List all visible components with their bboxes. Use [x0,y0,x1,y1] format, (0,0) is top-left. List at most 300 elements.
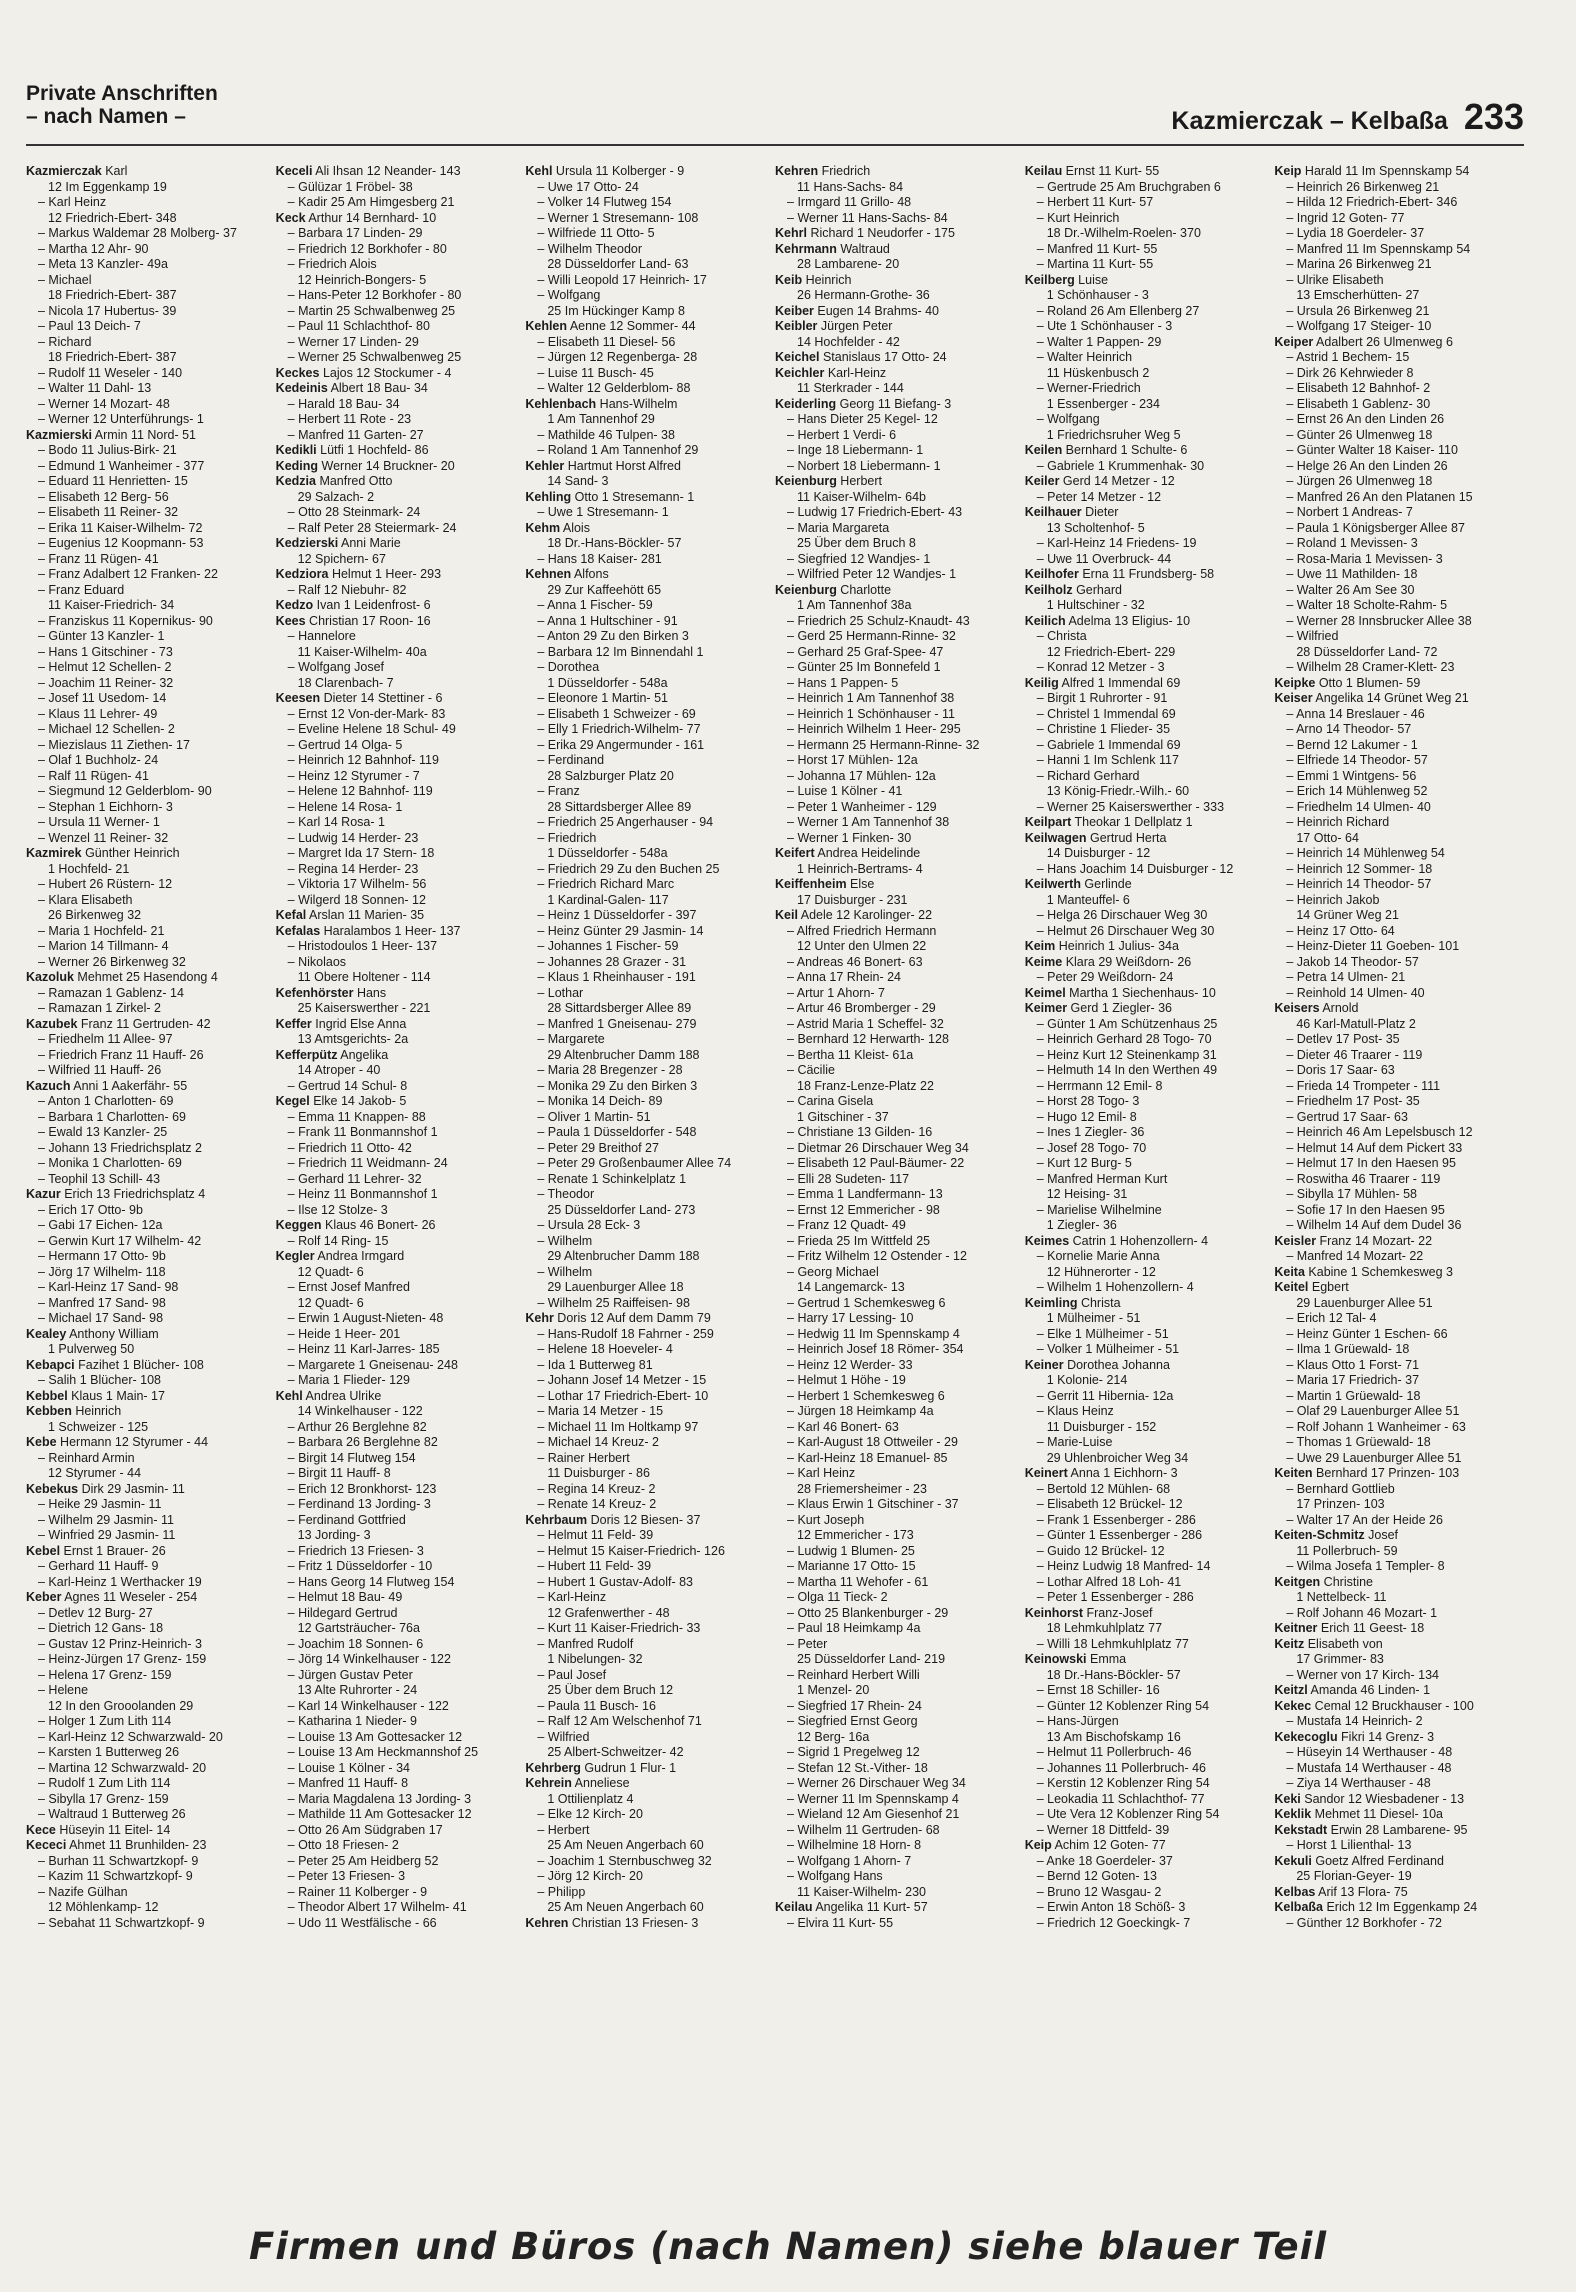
directory-entry: – Ida 1 Butterweg 81 [537,1357,653,1372]
directory-entry-head [276,1094,520,1110]
directory-entry: – Ute 1 Schönhauser - 3 [1036,319,1173,333]
directory-entry: – Elke 12 Kirch- 20 [537,1807,643,1821]
directory-entry: – Fritz 1 Düsseldorfer - 10 [287,1559,433,1573]
directory-entry-head [276,691,520,707]
directory-entry: – Rainer Herbert [537,1450,630,1465]
directory-entry: – Helene 14 Rosa- 1 [287,799,403,814]
directory-entry: – Ursula 11 Werner- 1 [38,815,160,829]
directory-entry: – Werner 11 Im Spennskamp 4 [787,1791,959,1806]
surname: Keisler [1274,1233,1317,1248]
directory-column [276,164,526,2204]
directory-entry: – Heinrich Gerhard 28 Togo- 70 [1036,1032,1212,1046]
directory-entry: – Johannes 28 Grazer - 31 [537,954,687,969]
directory-entry: – Ines 1 Ziegler- 36 [1036,1125,1145,1139]
directory-entry: – Manfred 11 Hauff- 8 [287,1776,409,1790]
directory-entry: – Gertrud 14 Olga- 5 [287,737,403,752]
directory-entry-address: 1 Kardinal-Galen- 117 [547,892,669,907]
directory-entry: – Ernst 26 An den Linden 26 [1286,412,1445,426]
entry-details: Anthony William [66,1326,159,1341]
directory-entry: – Eveline Helene 18 Schul- 49 [287,722,456,736]
directory-entry: – Werner-Friedrich [1036,381,1141,395]
directory-entry: – Dirk 26 Kehrwieder 8 [1286,365,1414,380]
directory-entry-head [525,164,769,180]
directory-entry: – Kurt Joseph [787,1512,865,1527]
directory-entry: – Wilhelm 11 Gertruden- 68 [787,1822,940,1837]
directory-entry-head [1025,1296,1269,1312]
surname: Kazmierski [26,427,93,442]
directory-entry: – Martha 11 Wehofer - 61 [787,1574,929,1589]
directory-entry: – Louise 13 Am Gottesacker 12 [287,1729,463,1744]
directory-entry: – Rolf 14 Ring- 15 [287,1233,389,1248]
directory-entry: – Anna 17 Rhein- 24 [787,970,901,984]
surname: Kedziora [275,567,329,581]
directory-entry-address: 28 Friemersheimer - 23 [797,1481,927,1496]
directory-entry-head [26,428,270,444]
directory-entry: – Johann Josef 14 Metzer - 15 [537,1373,707,1387]
directory-entry-address: 25 Am Neuen Angerbach 60 [547,1900,704,1914]
directory-entry: – Gabriele 1 Immendal 69 [1036,737,1181,752]
surname: Kekstadt [1274,1822,1328,1837]
directory-entry: – Manfred 1 Gneisenau- 279 [537,1016,697,1031]
directory-entry: – Rosa-Maria 1 Mevissen- 3 [1286,551,1443,566]
directory-entry: – Ulrike Elisabeth [1286,272,1384,287]
directory-entry-head [276,381,520,397]
entry-details: Waltraud [836,241,890,256]
directory-entry-head [26,1404,270,1420]
directory-entry: – Wilma Josefa 1 Templer- 8 [1286,1559,1445,1573]
directory-columns [26,164,1524,2204]
surname: Kehrmann [775,241,837,256]
directory-entry: – Helmut 11 Pollerbruch- 46 [1036,1745,1192,1759]
directory-entry: – Louise 13 Am Heckmannshof 25 [287,1745,479,1759]
directory-entry: – Gabriele 1 Krummenhak- 30 [1036,458,1205,473]
surname: Kegel [275,1094,310,1108]
directory-entry: – Nazife Gülhan [38,1884,128,1899]
directory-entry: – Werner 17 Linden- 29 [287,334,419,349]
directory-entry-address: 18 Dr.-Hans-Böckler- 57 [1046,1667,1181,1682]
entry-details: Dieter 14 Stettiner - 6 [320,691,443,705]
directory-entry: – Heinrich Richard [1286,815,1390,829]
directory-entry: – Bernd 12 Lakumer - 1 [1286,737,1418,752]
directory-entry: – Ingrid 12 Goten- 77 [1286,210,1405,225]
directory-entry-address: 18 Friedrich-Ebert- 387 [48,288,177,302]
directory-entry-head [1274,1699,1518,1715]
entry-details: Alois [560,520,590,535]
directory-entry: – Ramazan 1 Zirkel- 2 [38,1001,161,1015]
surname: Kekuli [1274,1853,1312,1868]
directory-entry: – Dorothea [537,660,600,674]
directory-entry-address: 11 Obere Holtener - 114 [297,970,431,984]
directory-entry-head [775,226,1019,242]
directory-entry: – Luise 1 Kölner - 41 [787,784,903,798]
directory-entry-address: 14 Winkelhauser - 122 [297,1404,423,1418]
directory-entry: – Heinz-Jürgen 17 Grenz- 159 [38,1652,207,1666]
directory-entry: – Hans 1 Gitschiner - 73 [38,644,173,659]
directory-entry-head [1274,1528,1518,1544]
directory-entry: – Heinz Ludwig 18 Manfred- 14 [1036,1559,1211,1573]
directory-entry-address: 29 Uhlenbroicher Weg 34 [1046,1450,1189,1465]
directory-entry-head [1274,676,1518,692]
directory-entry: – Herrmann 12 Emil- 8 [1036,1078,1163,1093]
entry-details: Helmut 1 Heer- 293 [328,567,442,581]
directory-entry-head [276,474,520,490]
directory-entry: – Eduard 11 Henrietten- 15 [38,474,188,488]
directory-entry-address: 18 Clarenbach- 7 [297,675,394,690]
directory-entry: – Konrad 12 Metzer - 3 [1036,660,1165,674]
directory-entry: – Maria 1 Flieder- 129 [287,1373,410,1387]
directory-entry: – Barbara 1 Charlotten- 69 [38,1109,187,1124]
entry-details: Ali Ihsan 12 Neander- 143 [312,164,461,178]
surname: Keitz [1274,1636,1305,1651]
directory-entry: – Manfred 26 An den Platanen 15 [1286,489,1473,504]
directory-entry: – Roland 26 Am Ellenberg 27 [1036,303,1200,318]
directory-entry: – Richard Gerhard [1036,768,1140,783]
directory-entry: – Artur 46 Bromberger - 29 [787,1001,936,1015]
directory-entry: – Karl-Heinz 17 Sand- 98 [38,1280,179,1294]
directory-entry: – Hildegard Gertrud [287,1605,398,1620]
entry-details: Martha 1 Siechenhaus- 10 [1065,985,1216,1000]
directory-entry: – Hüseyin 14 Werthauser - 48 [1286,1745,1453,1759]
entry-details: Karl-Heinz [824,365,887,380]
directory-entry: – Heinz-Dieter 11 Goeben- 101 [1286,939,1460,953]
surname: Kehm [525,520,561,535]
surname: Keilwerth [1024,877,1081,891]
directory-entry-head [1274,1466,1518,1482]
directory-entry-address: 13 Amtsgerichts- 2a [297,1032,409,1046]
directory-entry: – Kurt Heinrich [1036,210,1120,225]
directory-entry: – Joachim 18 Sonnen- 6 [287,1636,424,1651]
directory-entry: – Peter 29 Weißdorn- 24 [1036,970,1174,984]
directory-entry: – Klaus 11 Lehrer- 49 [38,706,158,721]
directory-entry: – Paula 1 Düsseldorfer - 548 [537,1125,697,1139]
directory-entry: – Josef 11 Usedom- 14 [38,691,167,705]
surname: Keiten-Schmitz [1274,1528,1365,1542]
directory-entry: – Hanni 1 Im Schlenk 117 [1036,753,1179,767]
directory-entry-address: 1 Hochfeld- 21 [48,861,130,876]
directory-entry: – Margarete 1 Gneisenau- 248 [287,1357,458,1372]
directory-entry-head [1025,1606,1269,1622]
directory-entry-head [1274,1621,1518,1637]
directory-entry: – Monika 1 Charlotten- 69 [38,1156,182,1170]
directory-entry-head [775,474,1019,490]
directory-entry-address: 14 Hochfelder - 42 [797,334,900,349]
directory-entry: – Margarete [537,1032,605,1046]
directory-entry: – Wilhelm [537,1233,593,1248]
directory-entry-address: 12 Friedrich-Ebert- 229 [1046,644,1176,659]
directory-entry: – Maria 28 Bregenzer - 28 [537,1063,683,1077]
directory-entry-address: 1 Nettelbeck- 11 [1296,1590,1387,1604]
directory-entry: – Frank 11 Bonmannshof 1 [287,1125,438,1139]
surname: Kehren [525,1915,569,1930]
entry-details: Kabine 1 Schemkesweg 3 [1304,1264,1453,1279]
directory-entry-head [525,397,769,413]
directory-entry: – Heinrich Wilhelm 1 Heer- 295 [787,722,961,736]
directory-entry: – Siegfried Ernst Georg [787,1714,918,1728]
directory-entry: – Paul 13 Deich- 7 [38,319,141,333]
directory-entry: – Marianne 17 Otto- 15 [787,1559,916,1573]
directory-entry: – Michael 12 Schellen- 2 [38,722,175,736]
directory-entry-head [26,1482,270,1498]
directory-entry: – Monika 29 Zu den Birken 3 [537,1078,698,1093]
directory-entry-head [1274,1807,1518,1823]
directory-entry: – Hermann 25 Hermann-Rinne- 32 [787,737,980,752]
directory-entry-address: 12 Spichern- 67 [297,551,386,566]
directory-entry-head [525,521,769,537]
directory-entry: – Klara Elisabeth [38,892,133,907]
surname: Keilhofer [1024,567,1079,581]
directory-entry-head [1274,1575,1518,1591]
directory-entry: – Heinz 12 Werder- 33 [787,1357,913,1372]
directory-entry-address: 29 Lauenburger Allee 51 [1296,1295,1433,1310]
directory-entry: – Dietmar 26 Dirschauer Weg 34 [787,1140,969,1155]
directory-entry-address: 25 Am Neuen Angerbach 60 [547,1838,704,1852]
surname: Keib [775,272,803,287]
directory-entry: – Heinrich 14 Mühlenweg 54 [1286,846,1445,860]
directory-entry: – Rolf Johann 46 Mozart- 1 [1286,1605,1438,1620]
surname: Keichel [775,350,820,364]
directory-entry: – Volker 14 Flutweg 154 [537,195,672,209]
directory-entry: – Heike 29 Jasmin- 11 [38,1497,162,1511]
directory-entry: – Werner 1 Stresemann- 108 [537,210,699,225]
directory-entry: – Horst 17 Mühlen- 12a [787,753,918,767]
surname: Kececi [26,1838,67,1852]
directory-entry-address: 18 Dr.-Wilhelm-Roelen- 370 [1046,226,1201,240]
directory-entry-address: 12 Im Eggenkamp 19 [48,179,167,194]
directory-entry: – Siegfried 17 Rhein- 24 [787,1698,922,1713]
directory-entry: – Michael 11 Im Holtkamp 97 [537,1419,699,1434]
entry-details: Franz 14 Mozart- 22 [1316,1233,1433,1248]
surname: Keime [1024,954,1063,969]
directory-entry-address: 1 Schönhauser - 3 [1046,288,1149,302]
directory-entry: – Heinrich 46 Am Lepelsbusch 12 [1286,1125,1473,1139]
directory-entry: – Friedrich 11 Weidmann- 24 [287,1156,448,1170]
surname: Kegler [275,1249,315,1263]
directory-entry: – Wilhelmine 18 Horn- 8 [787,1838,922,1852]
surname: Keim [1024,939,1056,953]
entry-details: Erich 11 Geest- 18 [1317,1621,1425,1635]
directory-entry-head [276,924,520,940]
directory-entry: – Ziya 14 Werthauser - 48 [1286,1776,1431,1790]
directory-entry: – Hans Dieter 25 Kegel- 12 [787,412,938,426]
directory-entry-head [775,242,1019,258]
entry-details: Angelika 11 Kurt- 57 [812,1900,928,1914]
entry-details: Günther Heinrich [81,846,180,860]
directory-entry: – Karl-Heinz 14 Friedens- 19 [1036,536,1197,550]
surname: Keita [1274,1264,1305,1279]
surname: Keitzl [1274,1683,1308,1697]
directory-entry-address: 1 Pulverweg 50 [48,1342,135,1356]
entry-details: Erna 11 Frundsberg- 58 [1078,567,1215,581]
directory-entry-address: 12 Quadt- 6 [297,1295,364,1310]
directory-entry-address: 12 Hühnerorter - 12 [1046,1264,1156,1279]
directory-entry-head [26,846,270,862]
directory-entry: – Lydia 18 Goerdeler- 37 [1286,226,1425,240]
directory-entry: – Kornelie Marie Anna [1036,1249,1160,1263]
directory-entry: – Joachim 1 Sternbuschweg 32 [537,1853,712,1868]
directory-entry-address: 25 Düsseldorfer Land- 273 [547,1202,696,1217]
surname: Kedeinis [275,381,328,395]
surname: Keimel [1024,985,1066,1000]
directory-entry: – Kerstin 12 Koblenzer Ring 54 [1036,1776,1210,1790]
directory-entry: – Elisabeth 12 Brückel- 12 [1036,1497,1183,1511]
surname: Keilhauer [1024,505,1082,519]
surname: Keichler [775,365,825,380]
directory-entry-head [1025,1652,1269,1668]
directory-entry: – Emma 11 Knappen- 88 [287,1109,426,1124]
directory-entry: – Werner 25 Schwalbenweg 25 [287,350,462,364]
directory-entry: – Uwe 17 Otto- 24 [537,179,639,194]
directory-entry: – Martin 1 Grüewald- 18 [1286,1388,1421,1403]
entry-details: Armin 11 Nord- 51 [92,427,196,442]
directory-entry: – Barbara 26 Berglehne 82 [287,1435,438,1449]
directory-entry-address: 1 Kolonie- 214 [1046,1373,1128,1387]
directory-entry: – Gerrit 11 Hibernia- 12a [1036,1388,1174,1403]
directory-entry: – Werner 25 Kaiserswerther - 333 [1036,799,1225,814]
directory-entry-head [525,1776,769,1792]
directory-entry: – Friedrich Richard Marc [537,877,675,891]
entry-details: Hans-Wilhelm [596,396,678,411]
entry-details: Albert 18 Bau- 34 [327,381,428,395]
directory-entry-head [1025,164,1269,180]
surname: Kedzo [275,598,314,612]
directory-entry-head [276,908,520,924]
surname: Kehrl [775,226,807,240]
surname: Keding [275,458,319,473]
directory-entry-address: 26 Hermann-Grothe- 36 [797,288,930,302]
surname: Keck [275,210,306,225]
directory-entry: – Hubert 11 Feld- 39 [537,1559,652,1573]
directory-entry: – Reinhard Armin [38,1450,135,1465]
directory-entry: – Ursula 28 Eck- 3 [537,1218,641,1232]
directory-entry-address: 17 Grimmer- 83 [1296,1652,1384,1666]
directory-entry: – Guido 12 Brückel- 12 [1036,1543,1165,1558]
footer-note: Firmen und Büros (nach Namen) siehe blauer Teil [248,2225,1328,2268]
surname: Kehren [775,164,819,178]
directory-entry: – Johannes 11 Pollerbruch- 46 [1036,1760,1207,1775]
directory-entry: – Peter 1 Essenberger - 286 [1036,1590,1194,1604]
directory-entry: – Mathilde 11 Am Gottesacker 12 [287,1807,472,1821]
entry-details: Klaus 1 Main- 17 [67,1388,165,1403]
entry-details: Amanda 46 Linden- 1 [1307,1683,1431,1697]
directory-entry: – Christiane 13 Gilden- 16 [787,1125,933,1139]
entry-details: Richard 1 Neudorfer - 175 [806,226,955,240]
directory-entry: – Heinrich 12 Sommer- 18 [1286,861,1433,876]
directory-entry: – Herbert 1 Verdi- 6 [787,427,897,442]
directory-entry: – Sigrid 1 Pregelweg 12 [787,1745,920,1759]
entry-details: Theokar 1 Dellplatz 1 [1071,815,1193,829]
directory-entry-address: 12 Friedrich-Ebert- 348 [48,210,177,225]
directory-entry: – Maria 17 Friedrich- 37 [1286,1373,1420,1387]
directory-entry: – Ernst 12 Emmericher - 98 [787,1202,940,1217]
directory-entry: – Christel 1 Immendal 69 [1036,706,1176,721]
directory-entry-head [1274,1001,1518,1017]
directory-entry-address: 1 Düsseldorfer - 548a [547,846,668,860]
directory-entry: – Maria 1 Hochfeld- 21 [38,923,165,938]
directory-entry: – Paul 18 Heimkamp 4a [787,1621,921,1635]
directory-entry: – Ralf 12 Am Welschenhof 71 [537,1714,702,1728]
directory-entry: – Elly 1 Friedrich-Wilhelm- 77 [537,722,701,736]
directory-entry: – Mustafa 14 Heinrich- 2 [1286,1714,1423,1728]
directory-entry: – Burhan 11 Schwartzkopf- 9 [38,1853,199,1868]
directory-entry: – Reinhold 14 Ulmen- 40 [1286,985,1425,1000]
directory-entry: – Elisabeth 1 Gablenz- 30 [1286,396,1431,411]
directory-entry: – Ute Vera 12 Koblenzer Ring 54 [1036,1807,1220,1821]
entry-details: Luise [1074,272,1109,287]
directory-entry: – Werner 26 Dirschauer Weg 34 [787,1776,966,1790]
directory-entry-address: 25 Florian-Geyer- 19 [1296,1869,1412,1883]
surname: Kebben [26,1404,72,1418]
directory-entry: – Peter 29 Breithof 27 [537,1140,659,1155]
directory-entry-head [525,567,769,583]
surname: Kebekus [26,1481,79,1496]
directory-entry: – Marielise Wilhelmine [1036,1202,1162,1217]
directory-entry: – Herbert 11 Rote - 23 [287,412,412,426]
entry-details: Josef [1364,1528,1399,1542]
entry-details: Heinrich [71,1404,122,1418]
directory-entry: – Hans-Rudolf 18 Fahrner - 259 [537,1326,714,1341]
directory-entry: – Ferdinand [537,753,605,767]
directory-entry-address: 29 Altenbrucher Damm 188 [547,1249,700,1263]
directory-entry-head [1025,1234,1269,1250]
directory-entry: – Herbert 11 Kurt- 57 [1036,195,1154,209]
directory-entry: – Günter 12 Koblenzer Ring 54 [1036,1698,1210,1713]
entry-details: Anneliese [571,1776,630,1790]
directory-entry-head [1274,691,1518,707]
directory-entry: – Wolfgang [1036,412,1100,426]
directory-entry: – Franz Adalbert 12 Franken- 22 [38,567,218,581]
directory-entry: – Hedwig 11 Im Spennskamp 4 [787,1326,960,1341]
directory-entry: – Anke 18 Goerdeler- 37 [1036,1853,1173,1868]
entry-details: Doris 12 Biesen- 37 [587,1512,701,1527]
directory-entry-address: 12 Berg- 16a [797,1729,870,1744]
directory-entry: – Gerhard 25 Graf-Spee- 47 [787,644,944,659]
directory-entry: – Wolfgang 1 Ahorn- 7 [787,1853,912,1868]
entry-details: Klaus 46 Bonert- 26 [321,1218,436,1232]
directory-entry-head [26,1079,270,1095]
directory-entry: – Wilhelm [537,1264,593,1279]
directory-entry: – Regina 14 Herder- 23 [287,861,419,876]
entry-details: Jürgen Peter [817,319,893,333]
entry-details: Hartmut Horst Alfred [564,458,681,473]
directory-entry-head [26,1389,270,1405]
directory-entry: – Barbara 17 Linden- 29 [287,226,423,240]
directory-entry: – Paul 11 Schlachthof- 80 [287,319,430,333]
directory-entry: – Roland 1 Mevissen- 3 [1286,536,1418,550]
surname: Kelbaßa [1274,1900,1323,1914]
directory-entry: – Mathilde 46 Tulpen- 38 [537,427,675,442]
directory-entry: – Walter 12 Gelderblom- 88 [537,381,691,395]
directory-entry: – Karl 46 Bonert- 63 [787,1419,899,1434]
surname: Keimling [1024,1295,1078,1310]
surname: Keip [1274,164,1302,178]
directory-entry: – Helmut 1 Höhe - 19 [787,1373,906,1387]
directory-entry: – Heinz 11 Karl-Jarres- 185 [287,1342,440,1356]
directory-entry: – Josef 28 Togo- 70 [1036,1140,1147,1155]
directory-entry: – Alfred Friedrich Hermann [787,923,937,938]
directory-entry-address: 1 Am Tannenhof 38a [797,598,912,612]
directory-entry: – Jürgen 12 Regenberga- 28 [537,350,698,364]
directory-entry-address: 18 Franz-Lenze-Platz 22 [797,1078,934,1093]
directory-entry: – Gerwin Kurt 17 Wilhelm- 42 [38,1233,202,1248]
directory-entry-head [525,1761,769,1777]
directory-entry: – Bernhard Gottlieb [1286,1481,1395,1496]
directory-entry-head [276,567,520,583]
directory-entry: – Carina Gisela [787,1094,874,1108]
directory-entry-head [1274,335,1518,351]
directory-entry: – Wilhelm 28 Cramer-Klett- 23 [1286,660,1455,674]
entry-details: Otto 1 Stresemann- 1 [571,489,695,504]
directory-entry-head [26,1435,270,1451]
